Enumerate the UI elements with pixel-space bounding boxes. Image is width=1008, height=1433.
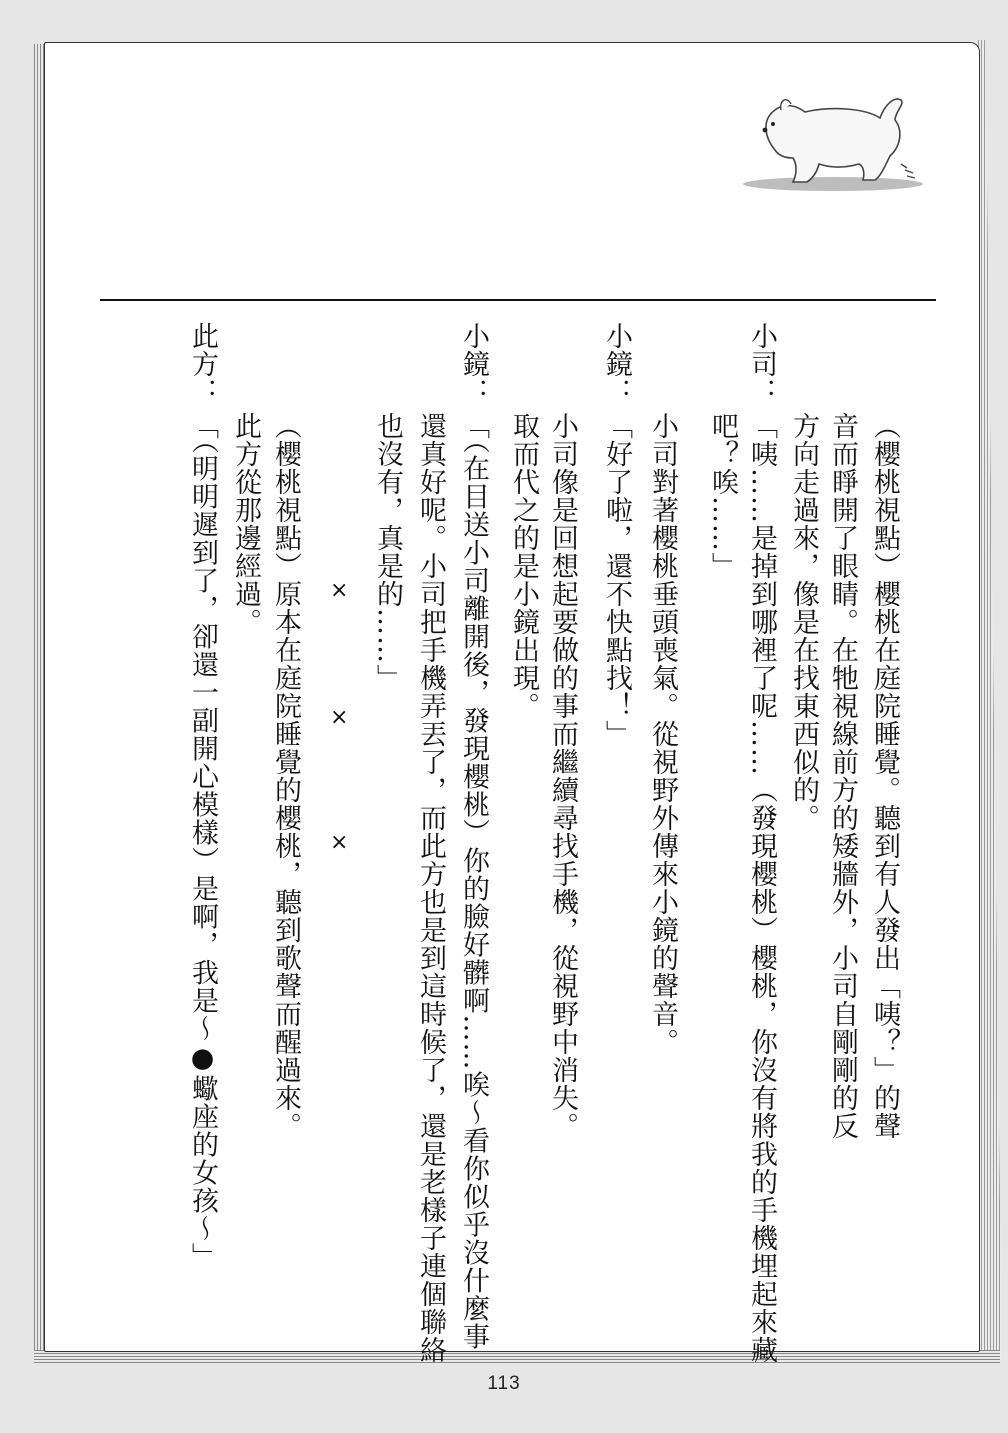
scene-break-mark: × (330, 705, 349, 730)
scene-break-mark: × (330, 830, 349, 855)
text-column: 「（明明遲到了，卻還一副開心模樣）是啊，我是～●蠍座的女孩～」 (187, 412, 218, 1271)
text-column: 小司像是回想起要做的事而繼續尋找手機，從視野中消失。 (547, 412, 578, 1140)
text-column: 音而睜開了眼睛。在牠視線前方的矮牆外，小司自剛剛的反 (827, 412, 858, 1140)
text-column: 「好了啦，還不快點找！」 (601, 412, 632, 748)
page-number: 113 (487, 1373, 521, 1394)
text-column: 還真好呢。小司把手機弄丟了，而此方也是到這時候了，還是老樣子連個聯絡 (415, 412, 446, 1364)
page-stack-right (978, 40, 1002, 1360)
speaker-label: 小司： (746, 322, 777, 406)
dog-mascot-icon (735, 90, 927, 194)
text-column: 「咦……是掉到哪裡了呢……（發現櫻桃）櫻桃，你沒有將我的手機埋起來藏 (746, 412, 777, 1364)
text-column: （櫻桃視點）櫻桃在庭院睡覺。聽到有人發出「咦？」的聲 (869, 412, 900, 1140)
text-column: 也沒有，真是的……」 (372, 412, 403, 692)
speaker-label: 小鏡： (458, 322, 489, 406)
text-column: 此方從那邊經過。 (230, 412, 261, 636)
speaker-label: 小鏡： (601, 322, 632, 406)
text-column: 小司對著櫻桃垂頭喪氣。從視野外傳來小鏡的聲音。 (647, 412, 678, 1056)
text-column: 取而代之的是小鏡出現。 (508, 412, 539, 720)
header-rule (100, 299, 936, 301)
text-column: （櫻桃視點）原本在庭院睡覺的櫻桃，聽到歌聲而醒過來。 (270, 412, 301, 1140)
text-column: 吧？唉……」 (707, 412, 738, 580)
text-column: 方向走過來，像是在找東西似的。 (788, 412, 819, 832)
page-stack-bottom (34, 1350, 1000, 1364)
text-column: 「（在目送小司離開後，發現櫻桃）你的臉好髒啊……唉～看你似乎沒什麼事 (458, 412, 489, 1351)
scene-break-mark: × (330, 578, 349, 603)
speaker-label: 此方： (187, 322, 218, 406)
